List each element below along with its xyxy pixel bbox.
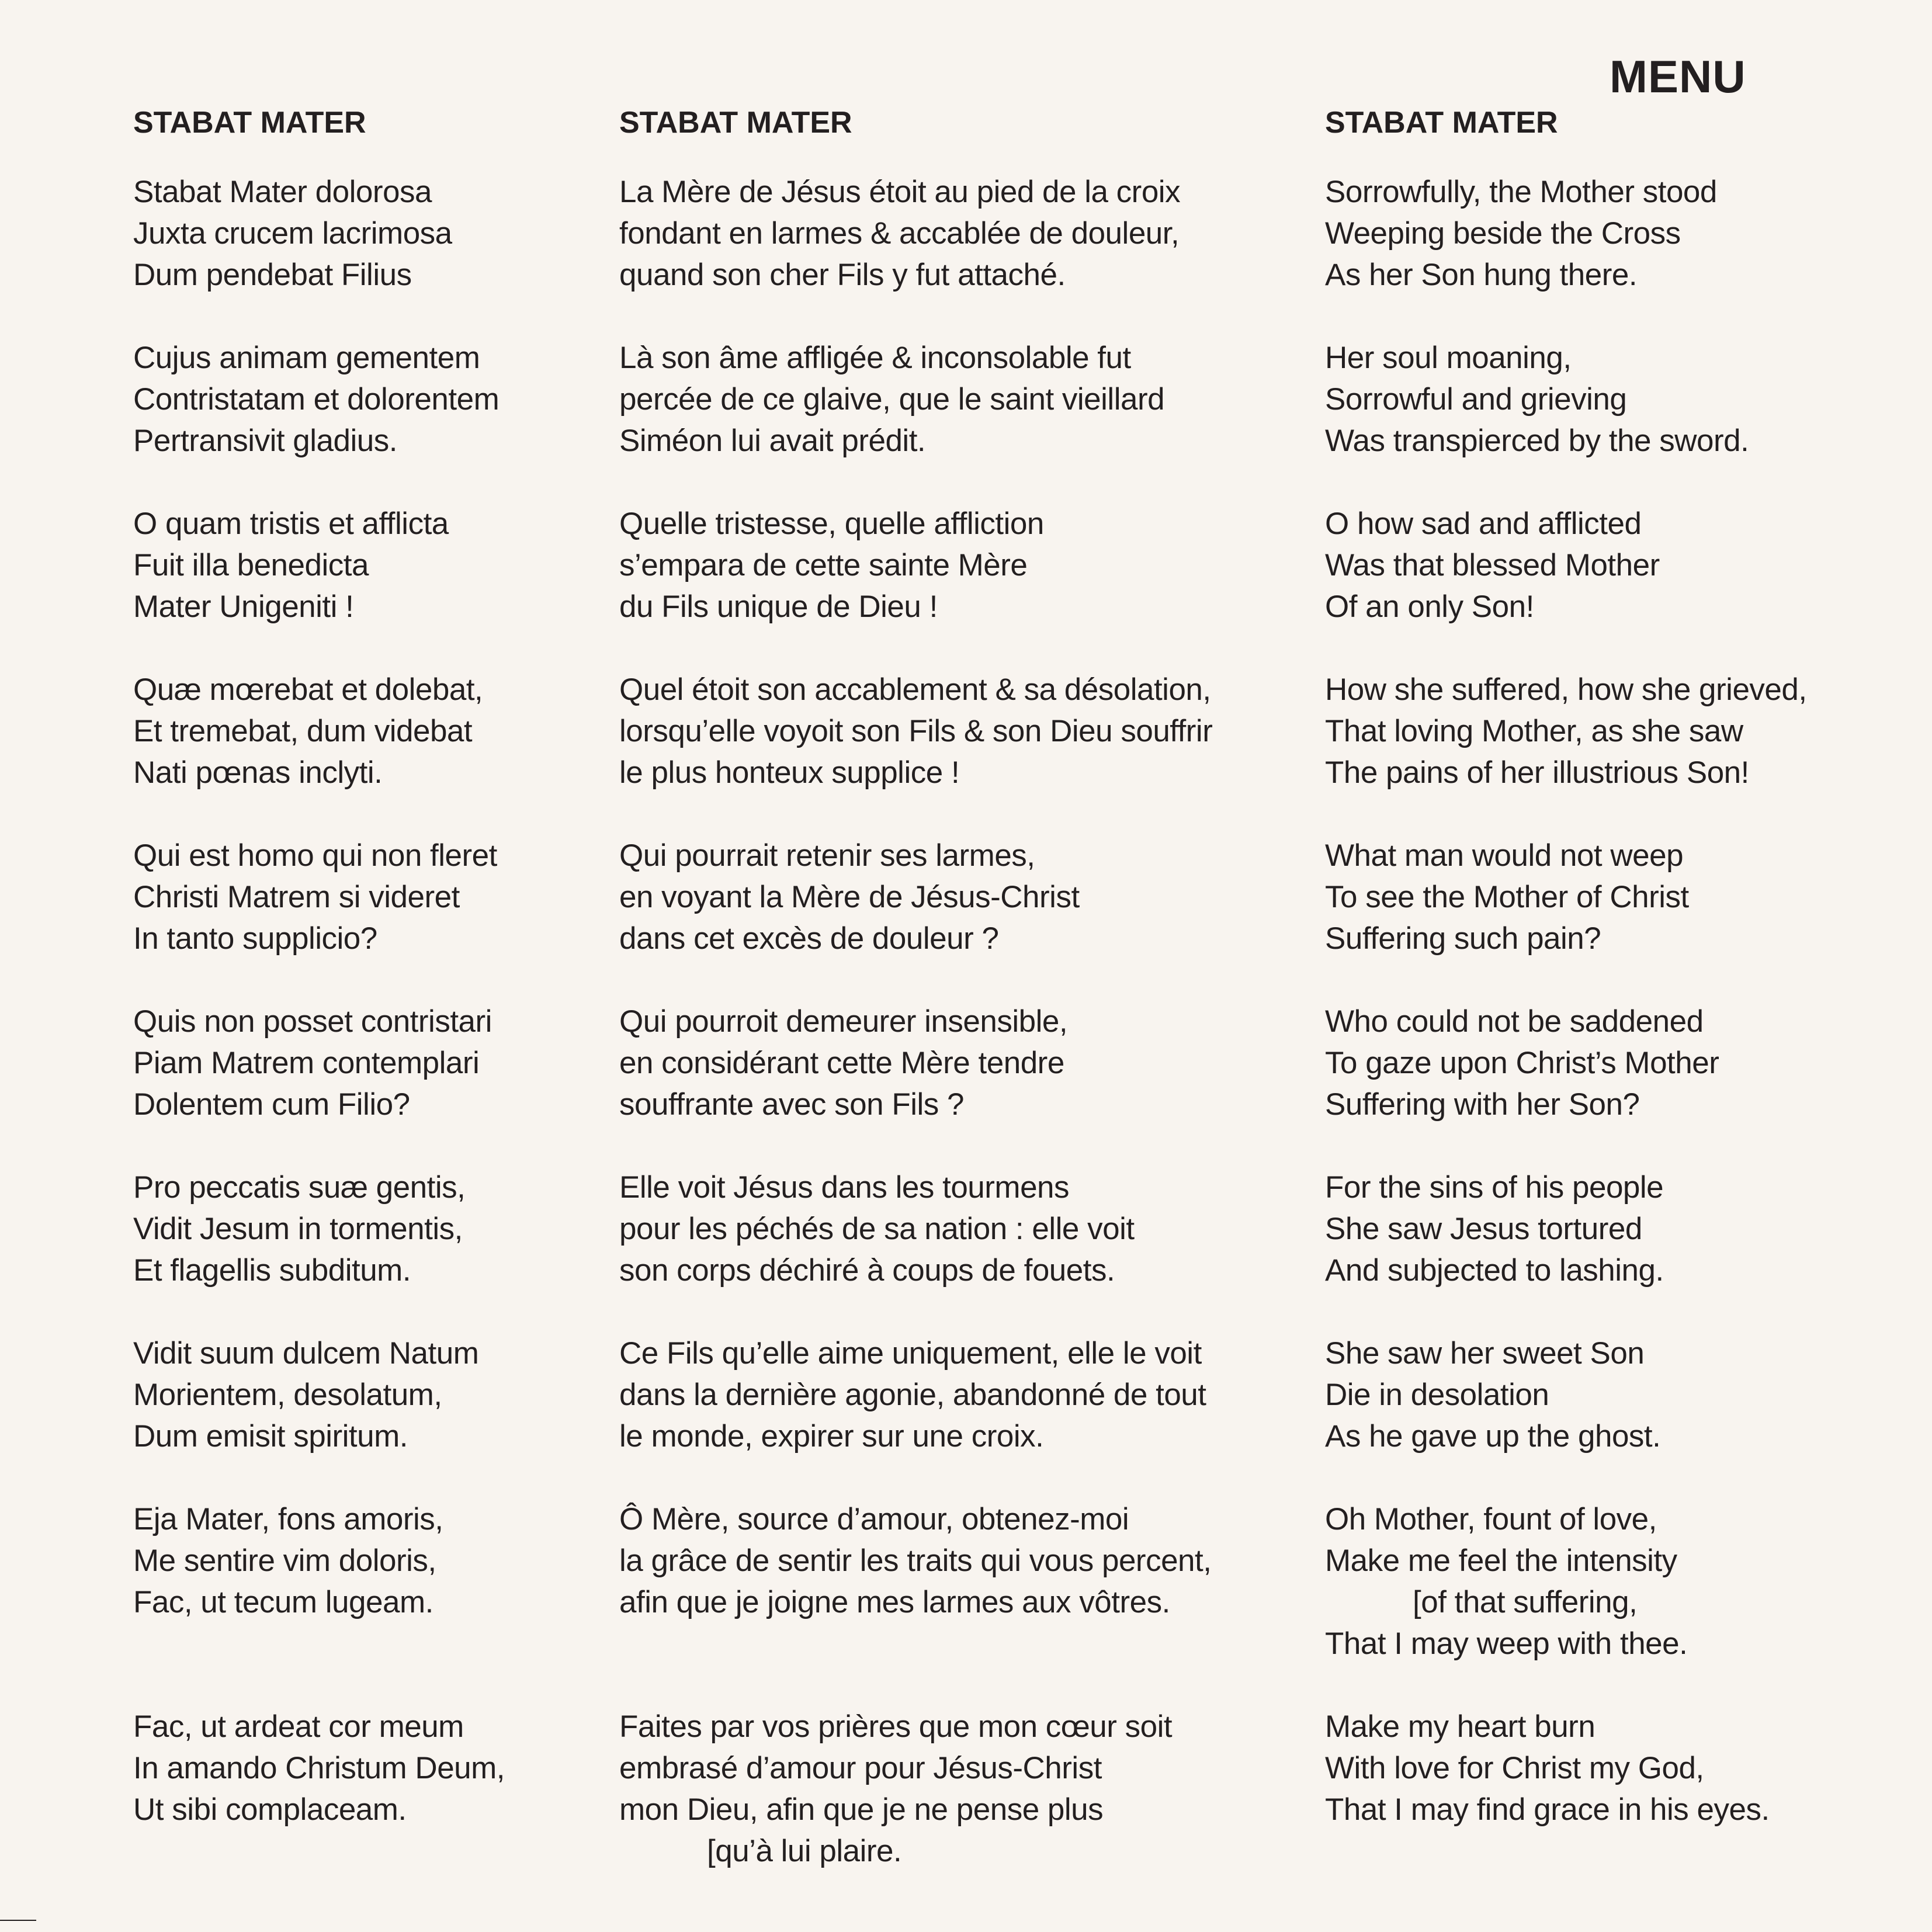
verse-line: For the sins of his people xyxy=(1325,1170,1664,1205)
verse-line: percée de ce glaive, que le saint vieillard xyxy=(619,382,1165,417)
verse-line: Juxta crucem lacrimosa xyxy=(133,216,452,251)
verse-line: le monde, expirer sur une croix. xyxy=(619,1419,1044,1454)
verse-line: Pro peccatis suæ gentis, xyxy=(133,1170,466,1205)
verse-line: embrasé d’amour pour Jésus-Christ xyxy=(619,1751,1102,1785)
verse-line: pour les péchés de sa nation : elle voit xyxy=(619,1212,1135,1246)
stanza xyxy=(133,669,589,793)
verse-line: Qui pourroit demeurer insensible, xyxy=(619,1004,1068,1039)
verse-line: That I may weep with thee. xyxy=(1325,1626,1688,1661)
verse-line: fondant en larmes & accablée de douleur, xyxy=(619,216,1180,251)
verse-line: Stabat Mater dolorosa xyxy=(133,175,432,209)
verse-line: She saw her sweet Son xyxy=(1325,1336,1645,1371)
verse-line: Who could not be saddened xyxy=(1325,1004,1704,1039)
verse-line: le plus honteux supplice ! xyxy=(619,755,960,790)
stanza xyxy=(1325,835,1909,959)
verse-line: [of that suffering, xyxy=(1413,1585,1638,1619)
verse-line: Qui est homo qui non fleret xyxy=(133,838,497,873)
verse-line: en voyant la Mère de Jésus-Christ xyxy=(619,880,1080,914)
stanza xyxy=(133,1167,589,1291)
corner-trim-mark xyxy=(0,1920,36,1921)
stanza xyxy=(619,1333,1291,1457)
latin-text-column xyxy=(133,105,589,1872)
verse-line: Siméon lui avait prédit. xyxy=(619,424,926,458)
verse-line: Ô Mère, source d’amour, obtenez-moi xyxy=(619,1502,1129,1536)
verse-line: Of an only Son! xyxy=(1325,589,1534,624)
verse-line: In tanto supplicio? xyxy=(133,921,377,956)
stanza xyxy=(619,669,1291,793)
verse-line: Eja Mater, fons amoris, xyxy=(133,1502,443,1536)
verse-line: Dum pendebat Filius xyxy=(133,258,412,292)
stanza xyxy=(133,1706,589,1830)
stanza xyxy=(1325,1333,1909,1457)
verse-line: Là son âme affligée & inconsolable fut xyxy=(619,341,1131,375)
verse-line: souffrante avec son Fils ? xyxy=(619,1087,964,1122)
stanza xyxy=(133,337,589,462)
stanza xyxy=(619,1167,1291,1291)
stanza xyxy=(619,337,1291,462)
verse-line: afin que je joigne mes larmes aux vôtres. xyxy=(619,1585,1170,1619)
verse-line: Vidit Jesum in tormentis, xyxy=(133,1212,463,1246)
verse-line: That I may find grace in his eyes. xyxy=(1325,1792,1770,1827)
verse-line: s’empara de cette sainte Mère xyxy=(619,548,1028,582)
stanza xyxy=(619,1706,1291,1872)
verse-line: Dolentem cum Filio? xyxy=(133,1087,410,1122)
verse-line: Make my heart burn xyxy=(1325,1709,1595,1744)
verse-line: To see the Mother of Christ xyxy=(1325,880,1689,914)
verse-line: With love for Christ my God, xyxy=(1325,1751,1704,1785)
verse-line: Quis non posset contristari xyxy=(133,1004,492,1039)
stanza xyxy=(133,835,589,959)
stanza xyxy=(619,835,1291,959)
verse-line: Mater Unigeniti ! xyxy=(133,589,354,624)
verse-line: To gaze upon Christ’s Mother xyxy=(1325,1046,1719,1080)
verse-line: Piam Matrem contemplari xyxy=(133,1046,480,1080)
verse-line: en considérant cette Mère tendre xyxy=(619,1046,1064,1080)
verse-line: la grâce de sentir les traits qui vous percent, xyxy=(619,1543,1212,1578)
verse-line: Me sentire vim doloris, xyxy=(133,1543,436,1578)
verse-line: Dum emisit spiritum. xyxy=(133,1419,408,1454)
stanza xyxy=(619,1001,1291,1125)
verse-line: dans la dernière agonie, abandonné de tout xyxy=(619,1378,1206,1412)
stanza xyxy=(1325,1001,1909,1125)
stanza xyxy=(1325,337,1909,462)
verse-line: O how sad and afflicted xyxy=(1325,507,1642,541)
stanza xyxy=(133,1333,589,1457)
verse-line: That loving Mother, as she saw xyxy=(1325,714,1743,748)
verse-line: Contristatam et dolorentem xyxy=(133,382,500,417)
verse-line: Sorrowful and grieving xyxy=(1325,382,1627,417)
stanza xyxy=(619,1499,1291,1664)
verse-line: Et flagellis subditum. xyxy=(133,1253,411,1288)
verse-line: Nati pœnas inclyti. xyxy=(133,755,383,790)
french-column-title: STABAT MATER xyxy=(619,106,852,140)
verse-line: The pains of her illustrious Son! xyxy=(1325,755,1749,790)
verse-line: Faites par vos prières que mon cœur soit xyxy=(619,1709,1173,1744)
verse-line: Make me feel the intensity xyxy=(1325,1543,1677,1578)
verse-line: Was transpierced by the sword. xyxy=(1325,424,1749,458)
verse-line: Suffering such pain? xyxy=(1325,921,1601,956)
stanza xyxy=(133,503,589,627)
verse-line: Quæ mœrebat et dolebat, xyxy=(133,672,483,707)
verse-line: Her soul moaning, xyxy=(1325,341,1572,375)
verse-line: Morientem, desolatum, xyxy=(133,1378,442,1412)
verse-line: Quelle tristesse, quelle affliction xyxy=(619,507,1044,541)
verse-line: dans cet excès de douleur ? xyxy=(619,921,999,956)
verse-line: Fuit illa benedicta xyxy=(133,548,369,582)
verse-line: As he gave up the ghost. xyxy=(1325,1419,1661,1454)
verse-line: Die in desolation xyxy=(1325,1378,1549,1412)
verse-line: mon Dieu, afin que je ne pense plus xyxy=(619,1792,1104,1827)
stanza xyxy=(1325,1167,1909,1291)
english-column-title: STABAT MATER xyxy=(1325,106,1558,140)
verse-line xyxy=(619,1623,1291,1664)
verse-line: In amando Christum Deum, xyxy=(133,1751,505,1785)
verse-line: quand son cher Fils y fut attaché. xyxy=(619,258,1066,292)
verse-line: Pertransivit gladius. xyxy=(133,424,397,458)
verse-line: Weeping beside the Cross xyxy=(1325,216,1681,251)
verse-line: Qui pourrait retenir ses larmes, xyxy=(619,838,1035,873)
verse-line: And subjected to lashing. xyxy=(1325,1253,1664,1288)
stanza xyxy=(619,171,1291,296)
latin-column-title: STABAT MATER xyxy=(133,106,366,140)
verse-line xyxy=(133,1623,589,1664)
stanza xyxy=(133,171,589,296)
verse-line: O quam tristis et afflicta xyxy=(133,507,449,541)
verse-line: lorsqu’elle voyoit son Fils & son Dieu souffrir xyxy=(619,714,1213,748)
verse-line: Elle voit Jésus dans les tourmens xyxy=(619,1170,1070,1205)
verse-line: Fac, ut tecum lugeam. xyxy=(133,1585,433,1619)
english-text-column xyxy=(1325,105,1909,1872)
stanza xyxy=(133,1499,589,1664)
stanza xyxy=(1325,1499,1909,1664)
verse-line: Ut sibi complaceam. xyxy=(133,1792,407,1827)
verse-line: Oh Mother, fount of love, xyxy=(1325,1502,1657,1536)
stanza xyxy=(1325,171,1909,296)
verse-line: Et tremebat, dum videbat xyxy=(133,714,473,748)
verse-line: What man would not weep xyxy=(1325,838,1684,873)
verse-line: Quel étoit son accablement & sa désolation, xyxy=(619,672,1211,707)
verse-line: Vidit suum dulcem Natum xyxy=(133,1336,479,1371)
verse-line: As her Son hung there. xyxy=(1325,258,1638,292)
verse-line: Christi Matrem si videret xyxy=(133,880,460,914)
verse-line: Sorrowfully, the Mother stood xyxy=(1325,175,1717,209)
verse-line: How she suffered, how she grieved, xyxy=(1325,672,1807,707)
verse-line: son corps déchiré à coups de fouets. xyxy=(619,1253,1115,1288)
stanza xyxy=(1325,669,1909,793)
verse-line: [qu’à lui plaire. xyxy=(707,1834,902,1868)
stanza xyxy=(1325,1706,1909,1830)
verse-line: Was that blessed Mother xyxy=(1325,548,1660,582)
verse-line: Suffering with her Son? xyxy=(1325,1087,1640,1122)
stanza xyxy=(1325,503,1909,627)
verse-line: La Mère de Jésus étoit au pied de la croix xyxy=(619,175,1181,209)
verse-line: Ce Fils qu’elle aime uniquement, elle le voit xyxy=(619,1336,1202,1371)
verse-line: du Fils unique de Dieu ! xyxy=(619,589,938,624)
menu-button[interactable]: MENU xyxy=(1610,51,1746,102)
verse-line: Fac, ut ardeat cor meum xyxy=(133,1709,464,1744)
stanza xyxy=(619,503,1291,627)
verse-line: She saw Jesus tortured xyxy=(1325,1212,1642,1246)
stanza xyxy=(133,1001,589,1125)
verse-line: Cujus animam gementem xyxy=(133,341,480,375)
french-text-column xyxy=(619,105,1291,1913)
